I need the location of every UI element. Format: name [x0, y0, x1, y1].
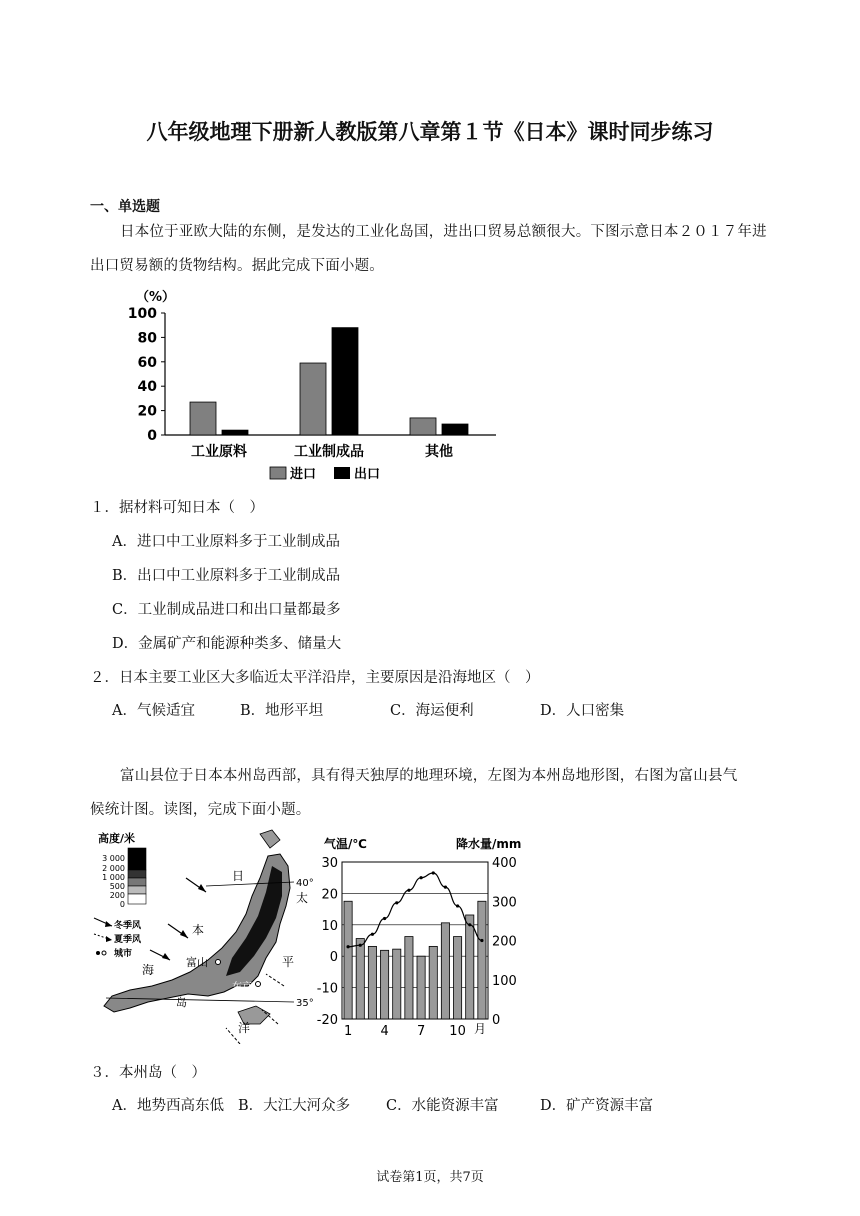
label-tai: 太: [296, 891, 309, 905]
legend-city: 城市: [114, 949, 133, 959]
precip-tick-label: 300: [492, 895, 517, 911]
legend-level-3000: 3 000: [102, 854, 125, 863]
map-legend-title: 高度/米: [98, 832, 136, 845]
temperature-point: [419, 876, 422, 879]
temp-tick-label: -20: [316, 1013, 338, 1028]
legend-level-0: 0: [119, 900, 125, 909]
y-tick-label: 40: [137, 379, 157, 396]
category-label: 其他: [425, 444, 453, 460]
precip-bar: [393, 949, 401, 1019]
temperature-curve: [348, 873, 482, 947]
precip-bar: [466, 915, 474, 1019]
temperature-line: [346, 871, 483, 948]
page-footer: 试卷第1页，共7页: [376, 1170, 484, 1185]
legend-level-500: 500: [109, 882, 125, 891]
label-hai: 海: [142, 963, 155, 977]
latitude-35-label: 35°: [296, 998, 314, 1009]
chart-legend: [270, 466, 380, 482]
chart-ylabel: （%）: [136, 290, 176, 305]
label-dao: 岛: [176, 996, 187, 1009]
temp-tick-label: 10: [321, 918, 338, 934]
precip-tick-label: 100: [492, 973, 517, 989]
q2-option-a[interactable]: A．气候适宜: [112, 703, 195, 719]
month-tick-label: 7: [416, 1024, 426, 1039]
climate-left-title: 气温/℃: [324, 837, 367, 851]
legend-level-1000: 1 000: [102, 873, 125, 882]
bars-group: [190, 328, 468, 435]
page-title: 八年级地理下册新人教版第八章第１节《日本》课时同步练习: [146, 120, 714, 144]
precip-bar: [356, 939, 364, 1019]
temperature-point: [456, 904, 459, 907]
precip-bar: [478, 901, 486, 1019]
temperature-point: [468, 923, 471, 926]
hokkaido-tip: [260, 830, 280, 848]
temperature-point: [346, 945, 349, 948]
label-ping: 平: [282, 955, 295, 969]
q3-option-b[interactable]: B．大江大河众多: [238, 1098, 351, 1114]
elevation-legend: [102, 848, 146, 909]
temp-tick-label: -10: [316, 981, 338, 997]
question-2-stem: ２．日本主要工业区大多临近太平洋沿岸，主要原因是沿海地区（ ）: [90, 670, 540, 686]
bar-export: [332, 328, 358, 435]
month-unit-label: 月: [473, 1022, 487, 1036]
category-labels: [191, 443, 453, 460]
precip-bar: [417, 956, 425, 1019]
precip-bar: [344, 901, 352, 1019]
category-label: 工业原料: [191, 444, 247, 460]
bar-import: [410, 418, 436, 435]
section-heading: 一、单选题: [90, 199, 160, 215]
bar-export: [222, 430, 248, 435]
q3-option-c[interactable]: C．水能资源丰富: [386, 1098, 499, 1114]
category-label: 工业制成品: [294, 444, 364, 460]
trade-bar-chart: [110, 285, 510, 485]
label-yang: 洋: [238, 1021, 251, 1035]
label-ri: 日: [232, 869, 245, 883]
q3-option-a[interactable]: A．地势西高东低: [112, 1098, 224, 1114]
legend-summer-wind: 夏季风: [114, 935, 142, 945]
temp-tick-label: 20: [321, 887, 338, 903]
q1-option-c[interactable]: C．工业制成品进口和出口量都最多: [112, 602, 341, 618]
climate-right-title: 降水量/mm: [456, 837, 522, 851]
intro-paragraph-1: [90, 215, 780, 283]
bar-import: [300, 363, 326, 435]
month-tick-label: 4: [380, 1024, 389, 1039]
q2-option-d[interactable]: D．人口密集: [540, 703, 625, 719]
wind-legend: [94, 918, 142, 959]
label-ben: 本: [192, 923, 205, 937]
city-fushan-dot: [216, 960, 221, 965]
intro2-line2: 候统计图。读图，完成下面小题。: [90, 802, 311, 818]
temperature-point: [371, 933, 374, 936]
question-1-stem: １．据材料可知日本（ ）: [90, 500, 264, 516]
q1-option-d[interactable]: D．金属矿产和能源种类多、储量大: [112, 636, 342, 652]
y-tick-label: 0: [147, 428, 157, 444]
intro-paragraph-2: [90, 759, 780, 827]
y-tick-label: 80: [137, 330, 157, 347]
y-tick-label: 20: [137, 403, 157, 420]
legend-level-200: 200: [109, 891, 125, 900]
intro2-line1: 富山县位于日本本州岛西部，具有得天独厚的地理环境，左图为本州岛地形图，右图为富山县气: [120, 768, 738, 784]
bar-import: [190, 402, 216, 435]
temperature-point: [407, 889, 410, 892]
q2-option-c[interactable]: C．海运便利: [390, 703, 474, 719]
precip-bar: [441, 923, 449, 1019]
legend-swatch-export: [334, 467, 350, 479]
precip-bar: [381, 950, 389, 1019]
q1-option-a[interactable]: A．进口中工业原料多于工业制成品: [112, 534, 340, 550]
y-tick-label: 60: [137, 354, 157, 371]
legend-label-export: 出口: [354, 467, 381, 482]
legend-winter-wind: 冬季风: [114, 921, 142, 931]
precip-bar: [454, 937, 462, 1019]
question-3-stem: ３．本州岛（ ）: [90, 1065, 206, 1081]
q3-option-d[interactable]: D．矿产资源丰富: [540, 1098, 654, 1114]
y-axis-ticks: [128, 306, 165, 444]
precip-tick-label: 400: [492, 856, 517, 871]
latitude-40-label: 40°: [296, 878, 314, 889]
precip-bar: [429, 946, 437, 1019]
q1-option-b[interactable]: B．出口中工业原料多于工业制成品: [112, 568, 341, 584]
precip-tick-label: 0: [492, 1013, 501, 1028]
temperature-point: [395, 901, 398, 904]
label-dongjing: 东京: [232, 982, 252, 993]
intro1-line1: 日本位于亚欧大陆的东侧，是发达的工业化岛国，进出口贸易总额很大。下图示意日本２０１７年进: [120, 224, 767, 240]
month-tick-label: 10: [449, 1024, 466, 1039]
temp-tick-label: 0: [329, 950, 338, 966]
legend-level-2000: 2 000: [102, 864, 125, 873]
q2-option-b[interactable]: B．地形平坦: [240, 703, 324, 719]
bar-export: [442, 424, 468, 435]
city-dongjing-dot: [256, 982, 261, 987]
precip-tick-label: 200: [492, 934, 517, 950]
honshu-terrain-map: [90, 826, 318, 1044]
temperature-point: [480, 939, 483, 942]
label-fushan: 富山: [186, 956, 208, 969]
legend-swatch-import: [270, 467, 286, 479]
temperature-point: [383, 917, 386, 920]
winter-wind-arrows: [150, 878, 206, 960]
precip-bar: [405, 937, 413, 1019]
temp-tick-label: 30: [321, 856, 338, 871]
y-tick-label: 100: [127, 306, 157, 322]
legend-label-import: 进口: [290, 467, 317, 482]
temperature-point: [432, 871, 435, 874]
month-tick-label: 1: [343, 1024, 353, 1039]
temperature-point: [359, 944, 362, 947]
temperature-point: [444, 886, 447, 889]
intro1-line2: 出口贸易额的货物结构。据此完成下面小题。: [90, 258, 384, 274]
climate-chart: [308, 832, 554, 1044]
precip-bar: [368, 946, 376, 1019]
